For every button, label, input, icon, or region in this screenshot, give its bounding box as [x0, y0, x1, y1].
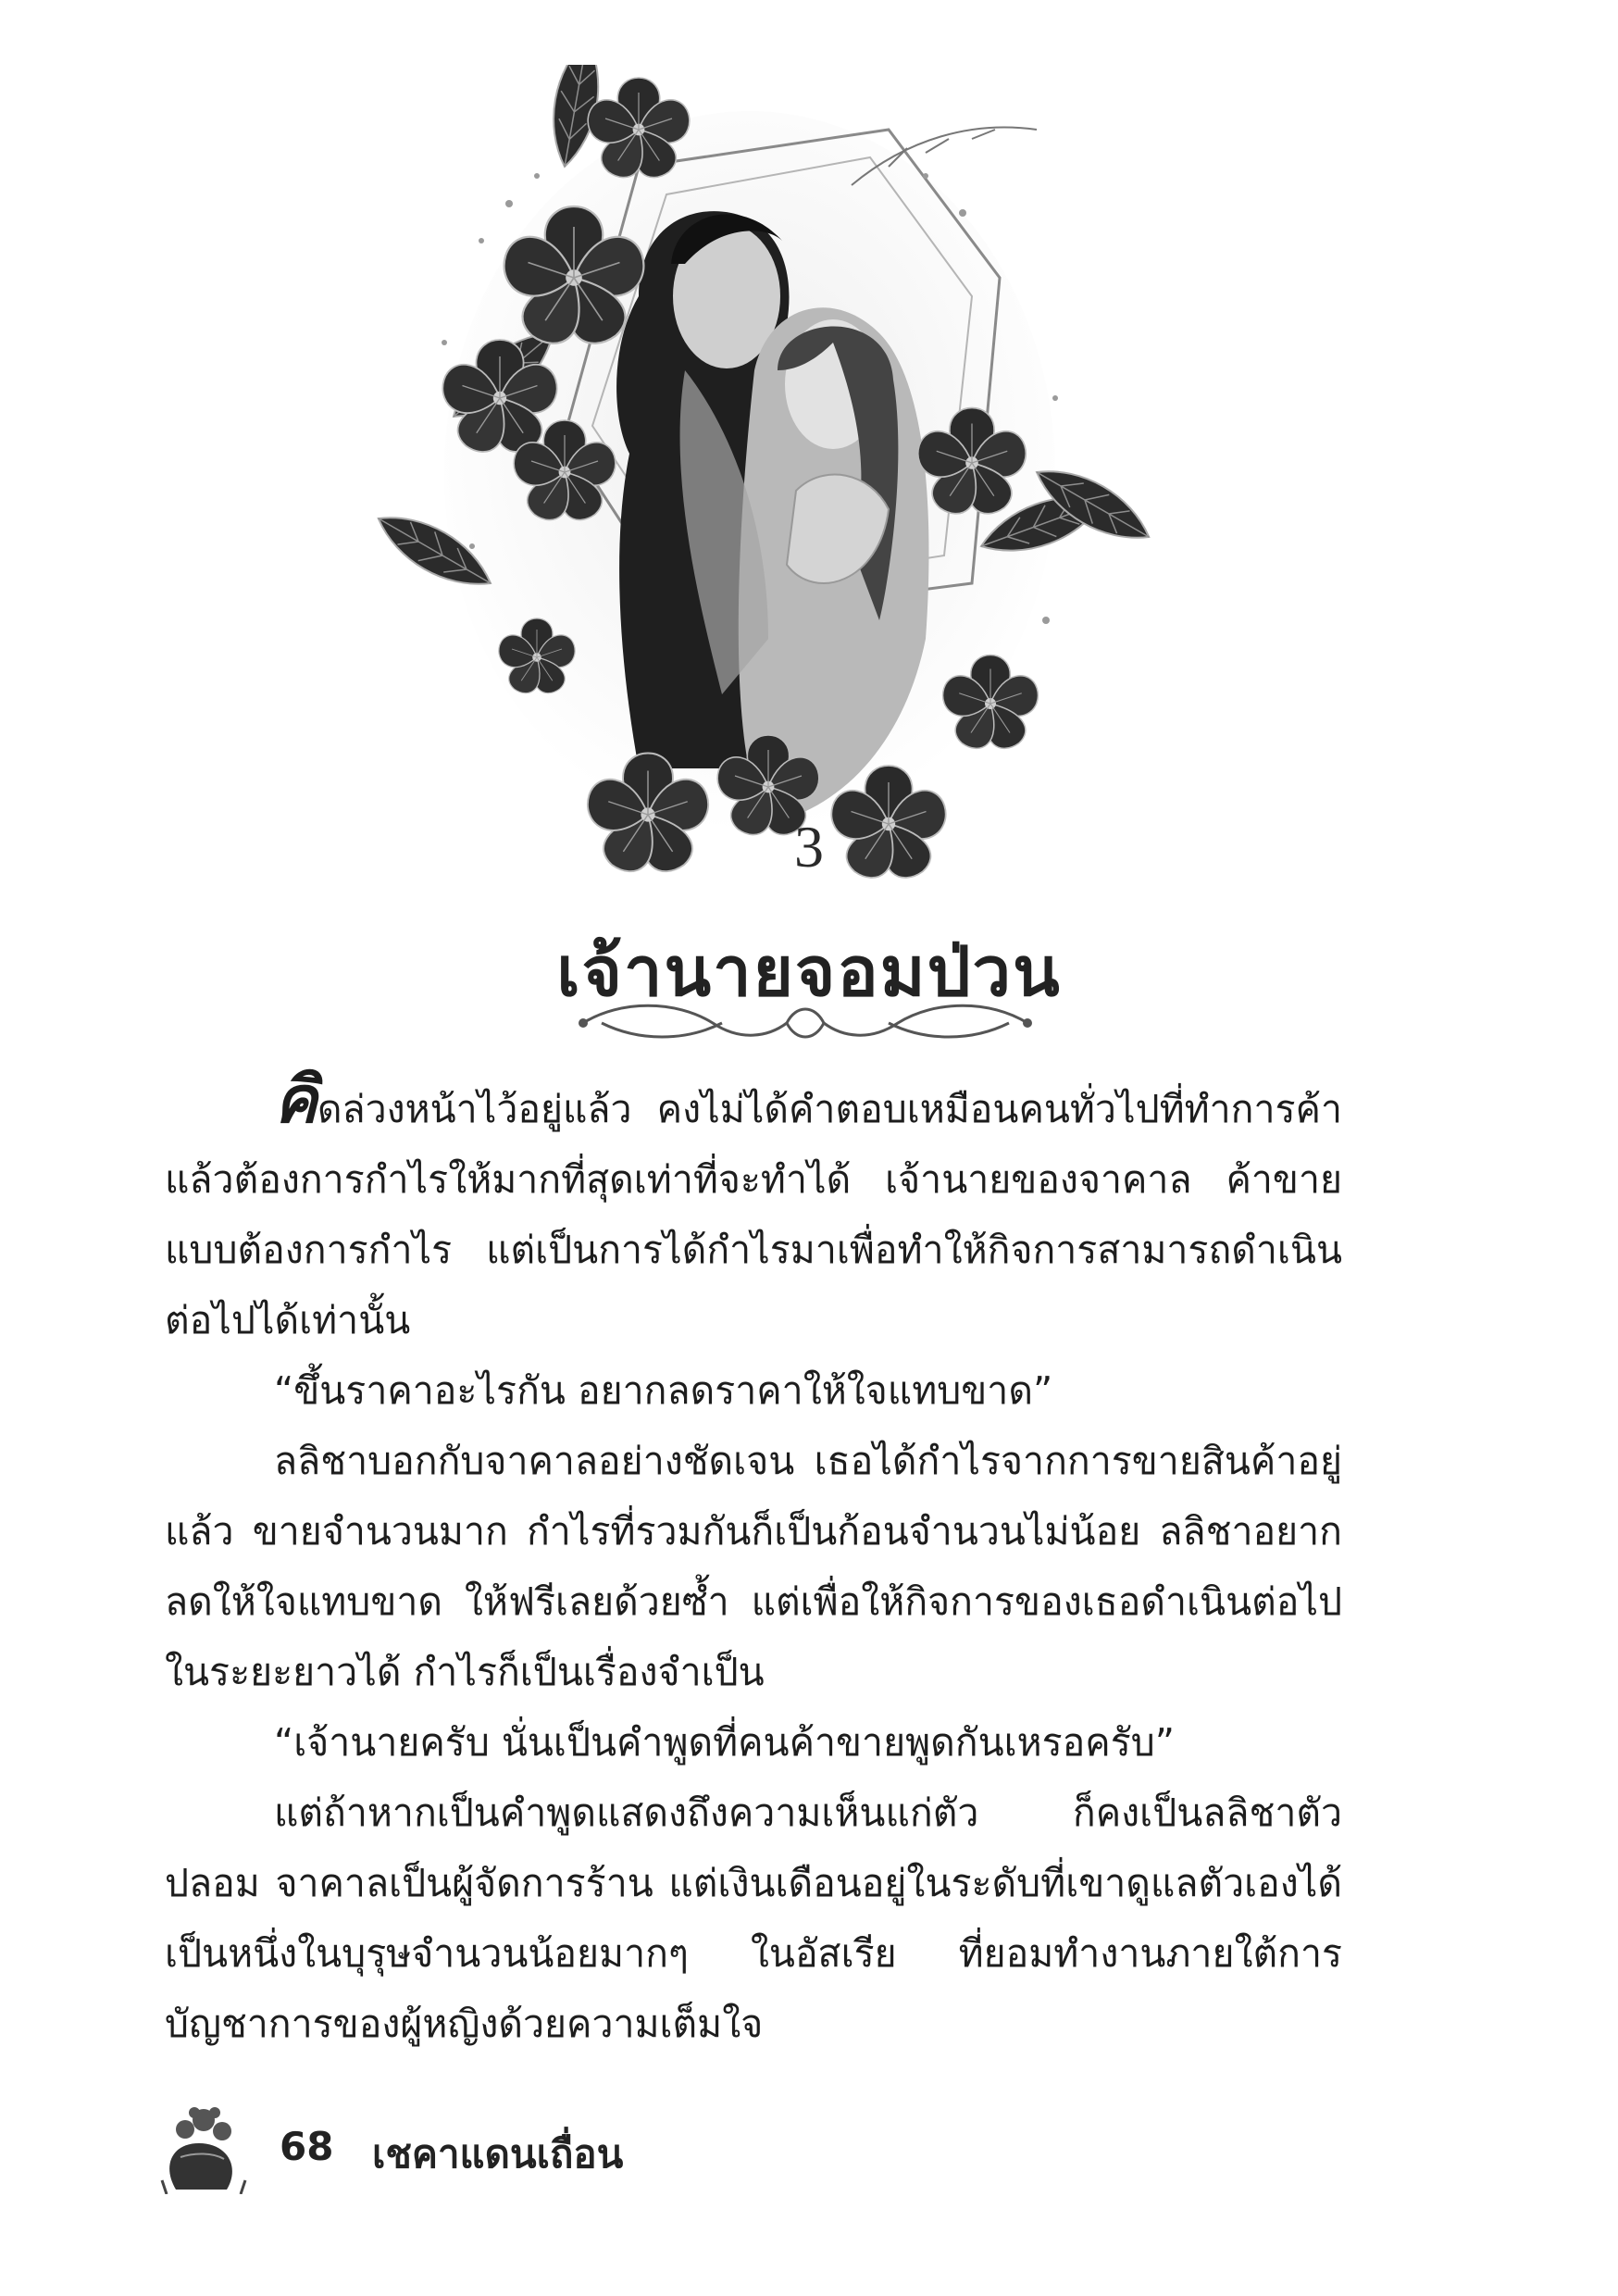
page-number: 68 [280, 2124, 334, 2169]
chapter-title: เจ้านายจอมป่วน [556, 932, 1062, 1012]
paragraph: แต่ถ้าหากเป็นคำพูดแสดงถึงความเห็นแก่ตัว ก็คงเป็นลลิชาตัวปลอม จาคาลเป็นผู้จัดการร้าน แต่เงินเดือนอยู่ในระดับที่เขาดูแลตัวเองได้ เป็นหนึ่งในบุรุษจำนวนน้อยมากๆ ในอัสเรีย ที่ยอมทำงานภายใต้การบัญชาการของผู้หญิงด้วยความเต็มใจ [165, 1791, 1342, 2046]
paragraph [165, 1062, 1342, 1355]
paragraph: “ขึ้นราคาอะไรกัน อยากลดราคาให้ใจแทบขาด” [274, 1368, 1053, 1413]
paragraph-text: ดล่วงหน้าไว้อยู่แล้ว คงไม่ได้คำตอบเหมือนคนทั่วไปที่ทำการค้า แล้วต้องการกำไรให้มากที่สุดเท่าที่จะทำได้ เจ้านายของจาคาล ค้าขายแบบต้องการกำไร แต่เป็นการได้กำไรมาเพื่อทำให้กิจการสามารถดำเนินต่อไปได้เท่านั้น [165, 1087, 1342, 1342]
paragraph: “เจ้านายครับ นั่นเป็นคำพูดที่คนค้าขายพูดกันเหรอครับ” [274, 1720, 1176, 1765]
flower-vase-icon [157, 2102, 250, 2194]
chapter-body [165, 1062, 1342, 2059]
page-footer [157, 2102, 990, 2194]
chapter-number: 3 [794, 814, 824, 880]
drop-cap: คิ [274, 1062, 317, 1138]
flourish-ornament-icon [565, 995, 1046, 1051]
book-title: เชคาแดนเถื่อน [372, 2131, 624, 2177]
paragraph: ลลิชาบอกกับจาคาลอย่างชัดเจน เธอได้กำไรจากการขายสินค้าอยู่แล้ว ขายจำนวนมาก กำไรที่รวมกันก็เป็นก้อนจำนวนไม่น้อย ลลิชาอยากลดให้ใจแทบขาด ให้ฟรีเลยด้วยซ้ำ แต่เพื่อให้กิจการของเธอดำเนินต่อไปในระยะยาวได้ กำไรก็เป็นเรื่องจำเป็น [165, 1439, 1342, 1694]
